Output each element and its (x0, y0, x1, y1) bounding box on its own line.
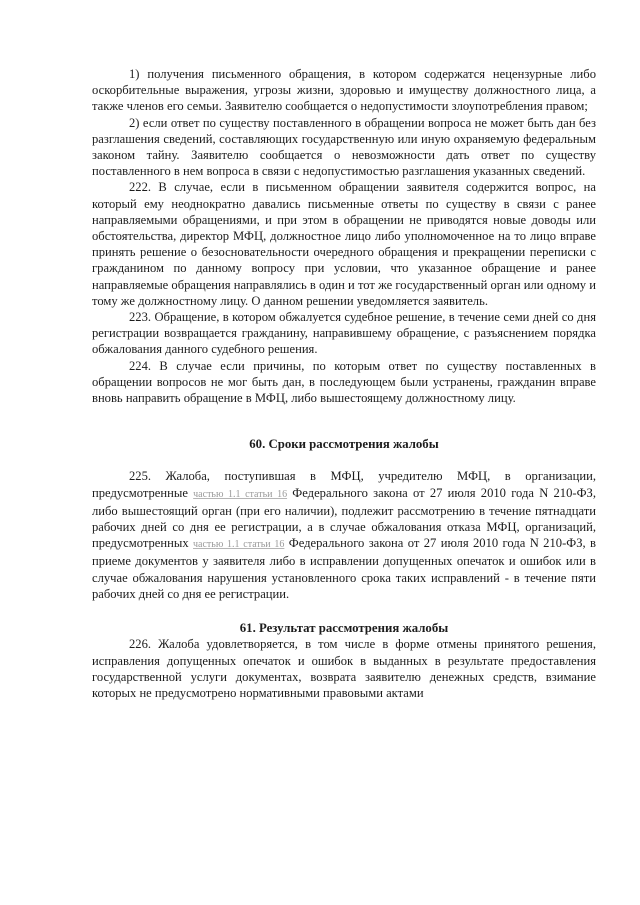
paragraph-item-2: 2) если ответ по существу поставленного в обращении вопроса не может быть дан без разглашения сведений, составляющих государственную или иную охраняемую федеральным законом тайну. Заявителю сообщается о невозможности дать ответ по существу поставленного в нем вопроса в связи с недопустимостью разглашения указанных сведений. (92, 115, 596, 179)
paragraph-223: 223. Обращение, в котором обжалуется судебное решение, в течение семи дней со дня регистрации возвращается гражданину, направившему обращение, с разъяснением порядка обжалования данного судебного решения. (92, 310, 596, 357)
law-link-1[interactable]: частью 1.1 статьи 16 (193, 488, 288, 500)
paragraph-225-text-1: 225. Жалоба, поступившая в МФЦ, учредителю МФЦ, в организации, предусмотренные (92, 469, 596, 500)
paragraph-222: 222. В случае, если в письменном обращении заявителя содержится вопрос, на который ему неоднократно давались письменные ответы по существу в связи с ранее направляемыми обращениями, и при этом в обращении не приводятся новые доводы или обстоятельства, директор МФЦ, должностное лицо либо уполномоченное на то лицо вправе принять решение о безосновательности очередного обращения и прекращении переписки с гражданином по данному вопросу при условии, что указанное обращение и ранее направляемые обращения направлялись в один и тот же государственный орган или одному и тому же должностному лицу. О данном решении уведомляется заявитель. (92, 180, 596, 308)
paragraph-225-text-2: Федерального закона от 27 июля 2010 года N 210-ФЗ, либо вышестоящий орган (при его наличии), подлежит рассмотрению в течение пятнадцати рабочих дней со дня ее регистрации, а в случае обжалования отказа МФЦ, организаций, предусмотренных (92, 485, 596, 551)
paragraph-224: 224. В случае если причины, по которым ответ по существу поставленных в обращении вопросов не мог быть дан, в последующем были устранены, гражданин вправе вновь направить обращение в МФЦ, либо вышестоящему должностному лицу. (92, 358, 596, 406)
document-page (92, 66, 596, 701)
paragraph-225 (92, 468, 596, 602)
section-60-heading: 60. Сроки рассмотрения жалобы (249, 437, 439, 452)
law-link-2[interactable]: частью 1.1 статьи 16 (193, 539, 285, 551)
section-61-heading: 61. Результат рассмотрения жалобы (239, 621, 449, 636)
paragraph-225-text-3: Федерального закона от 27 июля 2010 года N 210-ФЗ, в приеме документов у заявителя либо в исправлении допущенных опечаток и ошибок или в случае обжалования нарушения установленного срока таких исправлений - в течение пяти рабочих дней со дня ее регистрации. (92, 536, 596, 601)
paragraph-226: 226. Жалоба удовлетворяется, в том числе в форме отмены принятого решения, исправления допущенных опечаток и ошибок в выданных в результате предоставления государственной услуги документах, возврата заявителю денежных средств, взимание которых не предусмотрено нормативными правовыми актами (92, 637, 596, 700)
paragraph-item-1: 1) получения письменного обращения, в котором содержатся нецензурные либо оскорбительные выражения, угрозы жизни, здоровью и имуществу должностного лица, а также членов его семьи. Заявителю сообщается о недопустимости злоупотребления правом; (92, 67, 596, 114)
